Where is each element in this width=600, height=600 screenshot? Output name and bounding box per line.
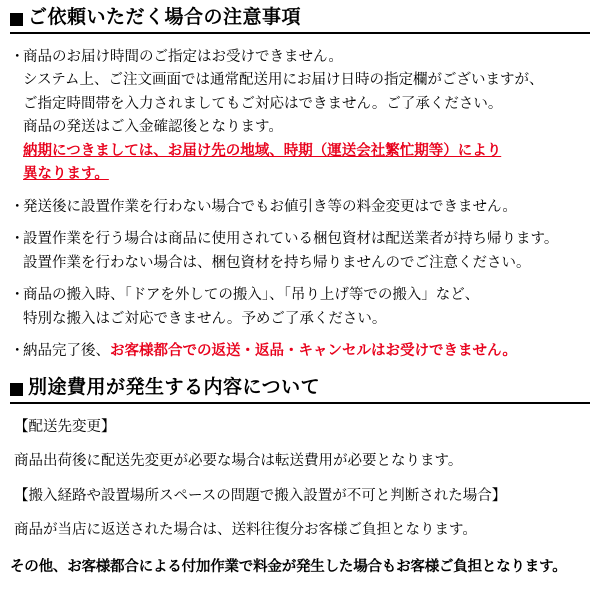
spacer [10,508,590,519]
list-bullet: ・ [10,231,25,248]
fee-group [10,416,590,474]
notice-line [10,340,590,363]
notice-item [10,46,590,187]
notice-line [10,284,590,307]
notice-line-highlight: お客様都合での返送・返品・キャンセルはお受けできません。 [110,343,517,360]
spacer [10,439,590,450]
notice-line-highlight: 納期につきましては、お届け先の地域、時期（運送会社繁忙期等）により [23,142,502,159]
fee-group-title: 【配送先変更】 [14,418,116,435]
notice-line: システム上、ご注文画面では通常配送用にお届け日時の指定欄がございますが、 [23,72,544,89]
section-heading-extra-fees-label: 別途費用が発生する内容について [28,376,321,398]
notice-line [10,46,590,69]
notice-line: 設置作業を行わない場合は、梱包資材を持ち帰りませんのでご注意ください。 [23,254,531,271]
list-bullet: ・ [10,198,25,215]
notice-item [10,284,590,331]
list-bullet: ・ [10,343,25,360]
section-extra-fees [10,378,590,579]
fee-group-body: 商品が当店に返送された場合は、送料往復分お客様ご負担となります。 [14,522,477,539]
notice-line: 特別な搬入はご対応できません。予めご了承ください。 [23,310,387,327]
fee-group-title: 【搬入経路や設置場所スペースの問題で搬入設置が不可と判断された場合】 [14,487,507,504]
list-bullet: ・ [10,287,25,304]
notice-line [10,196,590,219]
notice-line: 商品の発送はご入金確認後となります。 [23,119,283,136]
fee-footer-note: その他、お客様都合による付加作業で料金が発生した場合もお客様ご負担となります。 [10,558,567,575]
black-square-bullet-icon [10,13,23,26]
spacer [10,474,590,485]
notice-item [10,340,590,363]
notice-line-text: 設置作業を行う場合は商品に使用されている梱包資材は配送業者が持ち帰ります。 [23,231,559,248]
black-square-bullet-icon [10,383,23,396]
list-bullet: ・ [10,48,25,65]
notice-item [10,228,590,275]
notice-line: ご指定時間帯を入力されましてもご対応はできません。ご了承ください。 [23,95,503,112]
notice-line-prefix: 納品完了後、 [23,343,110,360]
notice-line [10,228,590,251]
notice-line-text: 発送後に設置作業を行わない場合でもお値引き等の料金変更はできません。 [23,198,517,215]
notice-line-text: 商品のお届け時間のご指定はお受けできません。 [23,48,343,65]
notice-line-text: 商品の搬入時、「ドアを外しての搬入」、「吊り上げ等での搬入」など、 [23,287,480,304]
fee-group [10,485,590,543]
notice-item [10,196,590,219]
notice-line-highlight: 異なります。 [23,166,109,183]
section-heading-notices [10,8,590,34]
section-heading-notices-label: ご依頼いただく場合の注意事項 [28,7,302,28]
section-heading-extra-fees [10,378,590,404]
fee-group-body: 商品出荷後に配送先変更が必要な場合は転送費用が必要となります。 [14,453,463,470]
